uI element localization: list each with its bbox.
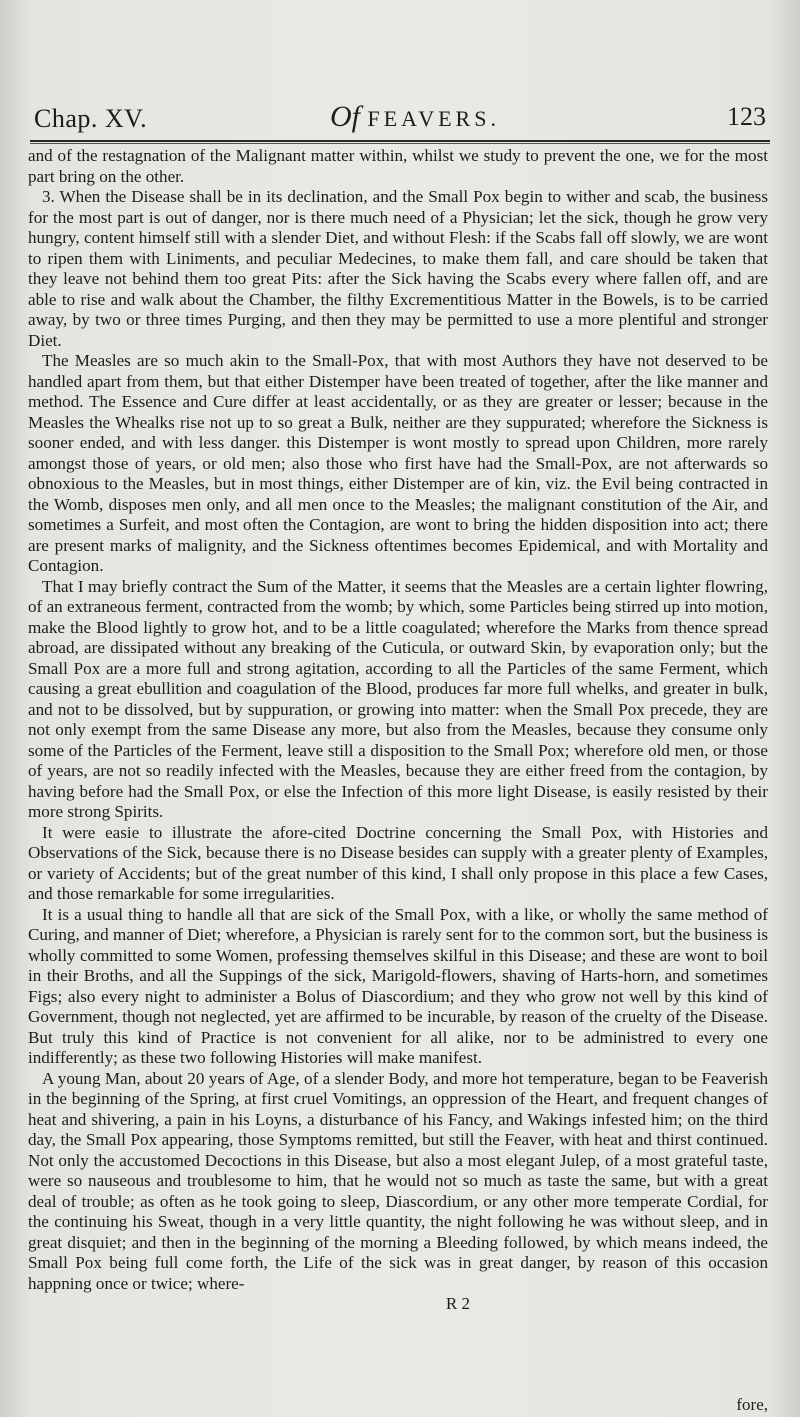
page-number: 123: [727, 102, 766, 131]
title-caps: FEAVERS.: [367, 106, 500, 131]
paragraph: The Measles are so much akin to the Small-Pox, that with most Authors they have not deserved to be handled apart from them, but that either Distemper have been treated of together, after the like manner and method. The Essence and Cure differ at least accidentally, or as they are greater or lesser; because in the Measles the Whealks rise not up to so great a Bulk, neither are they suppurated; wherefore the Sickness is sooner ended, and with less danger. this Distemper is wont mostly to spread upon Children, more rarely amongst those of years, or old men; also those who first have had the Small-Pox, are not afterwards so obnoxious to the Measles, but in most things, either Distemper are of kin, viz. the Evil being contracted in the Womb, disposes men only, and all men once to the Measles; the malignant constitution of the Air, and sometimes a Surfeit, and most often the Contagion, are wont to bring the hidden disposition into act; there are present marks of malignity, and the Sickness oftentimes becomes Epidemical, and with Mortality and Contagion.: [28, 351, 768, 575]
body-text: [28, 146, 768, 1417]
paragraph: That I may briefly contract the Sum of the Matter, it seems that the Measles are a certain lighter flowring, of an extraneous ferment, contracted from the womb; by which, some Particles being stirred up into motion, make the Blood lightly to grow hot, and to be a little coagulated; wherefore the Marks from thence spread abroad, are dissipated without any breaking of the Cuticula, or outward Skin, by evaporation only; but the Small Pox are a more full and strong agitation, according to all the Particles of the same Ferment, which causing a great ebullition and coagulation of the Blood, produces far more full whelks, and greater in bulk, and not to be dissolved, but by suppuration, or growing into matter: when the Small Pox precede, they are not only exempt from the same Disease any more, but also from the Measles, because they consume only some of the Particles of the Ferment, leave still a disposition to the Small Pox; wherefore old men, or those of years, are not so readily infected with the Measles, because they are either freed from the contagion, by having before had the Small Pox, or else the Infection of this more light Disease, is easily resisted by their more strong Spirits.: [28, 576, 768, 821]
paragraph: It were easie to illustrate the afore-cited Doctrine concerning the Small Pox, with Histories and Observations of the Sick, because there is no Disease besides can supply with a greater plenty of Examples, or variety of Accidents; but of the great number of this kind, I shall only propose in this place a few Cases, and those remarkable for some irregularities.: [28, 822, 768, 903]
running-title: [330, 100, 500, 134]
header-rule: [30, 143, 770, 144]
chapter-label: Chap. XV.: [34, 104, 148, 133]
catchword: fore,: [736, 1395, 768, 1414]
signature-line: [28, 1294, 768, 1315]
paragraph: 3. When the Disease shall be in its declination, and the Small Pox begin to wither and scab, the business for the most part is out of danger, nor is there much need of a Physician; let the sick, though he grow very hungry, content himself still with a slender Diet, and without Flesh: if the Scabs fall off slowly, we are wont to ripen them with Liniments, and peculiar Medecines, to make them fall, and care should be taken that they leave not behind them too great Pits: after the Sick having the Scabs every where fallen off, and are able to rise and walk about the Chamber, the filthy Excrementitious Matter in the Bowels, is to be carried away, by two or three times Purging, and then they may be permitted to use a more plentiful and stronger Diet.: [28, 187, 768, 350]
paragraph: and of the restagnation of the Malignant matter within, whilst we study to prevent the one, we for the most part bring on the other.: [28, 146, 768, 186]
paragraph: A young Man, about 20 years of Age, of a slender Body, and more hot temperature, began to be Feaverish in the beginning of the Spring, at first cruel Vomitings, an oppression of the Heart, and frequent changes of heat and shivering, a pain in his Loyns, a disturbance of his Fancy, and Wakings infested him; on the third day, the Small Pox appearing, those Symptoms remitted, but still the Feaver, with heat and thirst continued. Not only the accustomed Decoctions in this Disease, but also a most elegant Julep, of a most grateful taste, were so nauseous and troublesome to him, that he would not so much as taste the same, but with a great deal of trouble; as often as he took going to sleep, Diascordium, or any other more temperate Cordial, for the continuing his Sweat, though in a very little quantity, the night following he was without sleep, and in great disquiet; and then in the beginning of the morning a Bleeding followed, by which means indeed, the Small Pox being full come forth, the Life of the sick was in great danger, by reason of this occasion happning once or twice; where-: [28, 1068, 768, 1293]
running-header: [30, 96, 770, 142]
title-prefix: Of: [330, 100, 360, 133]
signature-mark: R 2: [445, 1294, 471, 1313]
paragraph: It is a usual thing to handle all that are sick of the Small Pox, with a like, or wholly the same method of Curing, and manner of Diet; wherefore, a Physician is rarely sent for to the common sort, but the business is wholly committed to some Women, professing themselves skilful in this Disease; and these are wont to boil in their Broths, and all the Suppings of the sick, Marigold-flowers, shaving of Harts-horn, and sometimes Figs; also every night to administer a Bolus of Diascordium; and they who grow not well by this kind of Government, though not neglected, yet are affirmed to be incurable, by reason of the cruelty of the Disease. But truly this kind of Practice is not convenient for all alike, nor to be administred to every one indifferently; as these two following Histories will make manifest.: [28, 904, 768, 1067]
